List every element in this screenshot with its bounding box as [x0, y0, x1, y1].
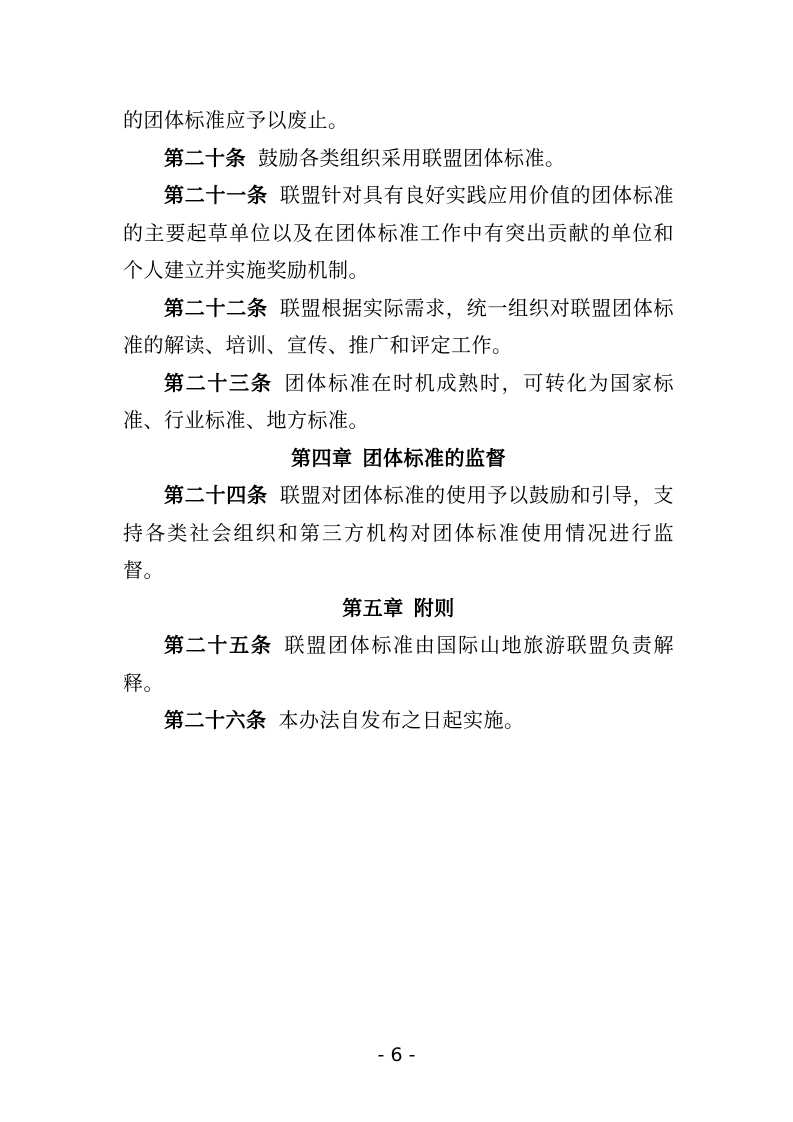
article-26-number: 第二十六条: [164, 708, 267, 732]
chapter-4-heading: [123, 440, 674, 478]
article-22-text: 联盟根据实际需求，统一组织对联盟团体标准的解读、培训、宣传、推广和评定工作。: [123, 295, 675, 357]
chapter-4-number: 第四章: [291, 445, 353, 470]
article-25-text: 联盟团体标准由国际山地旅游联盟负责解释。: [123, 633, 675, 695]
article-26: [123, 702, 674, 740]
article-20-number: 第二十条: [164, 145, 246, 170]
article-20: [123, 140, 674, 178]
chapter-5-number: 第五章: [342, 595, 404, 620]
article-20-text: 鼓励各类组织采用联盟团体标准。: [258, 145, 566, 170]
article-23-number: 第二十三条: [164, 370, 273, 395]
article-24-text: 联盟对团体标准的使用予以鼓励和引导，支持各类社会组织和第三方机构对团体标准使用情况进行监督。: [123, 483, 675, 582]
page-number: - 6 -: [377, 1044, 416, 1066]
chapter-4-title: 团体标准的监督: [362, 445, 506, 470]
document-body: [123, 102, 674, 740]
article-21-text: 联盟针对具有良好实践应用价值的团体标准的主要起草单位以及在团体标准工作中有突出贡献的单位和个人建立并实施奖励机制。: [123, 183, 675, 282]
article-26-text: 本办法自发布之日起实施。: [278, 708, 525, 732]
article-25: [123, 627, 674, 702]
article-24: [123, 477, 674, 590]
chapter-5-title: 附则: [413, 595, 455, 620]
article-23: [123, 365, 674, 440]
article-24-number: 第二十四条: [164, 483, 268, 507]
article-25-number: 第二十五条: [164, 633, 273, 657]
article-21: [123, 177, 674, 290]
article-23-text: 团体标准在时机成熟时，可转化为国家标准、行业标准、地方标准。: [123, 370, 675, 432]
continuation-paragraph: 的团体标准应予以废止。: [123, 108, 349, 132]
chapter-5-heading: [123, 590, 674, 628]
article-22: [123, 290, 674, 365]
article-21-number: 第二十一条: [164, 183, 268, 207]
article-22-number: 第二十二条: [164, 295, 268, 320]
